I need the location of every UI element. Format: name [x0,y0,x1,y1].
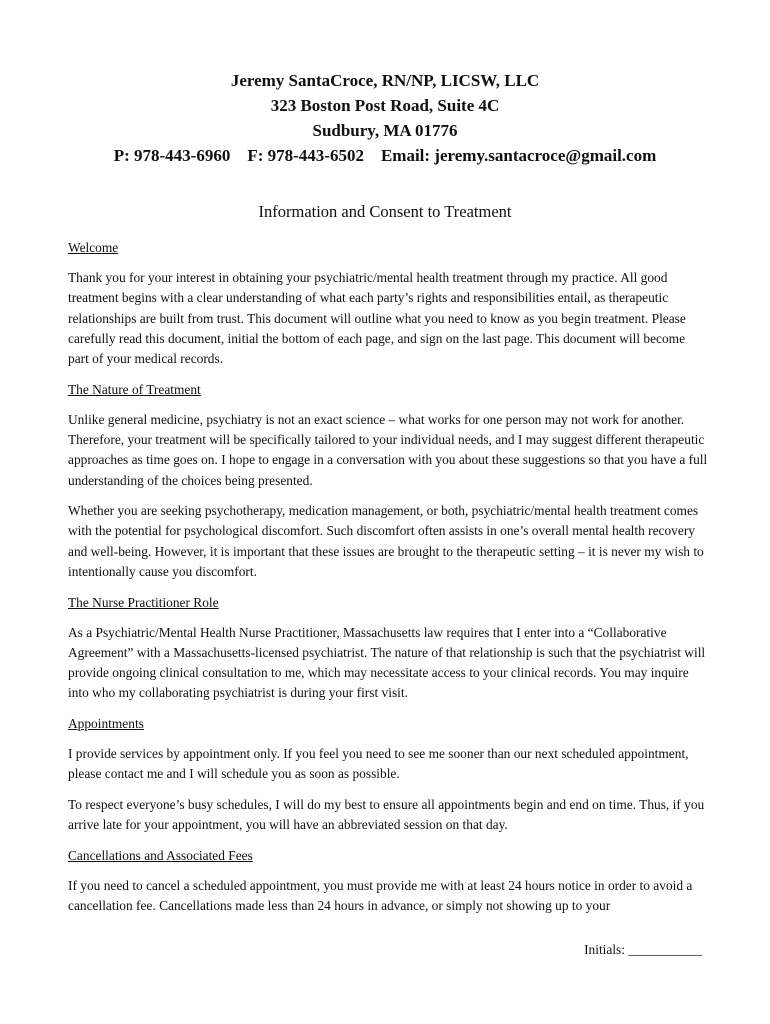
document-body [68,238,708,927]
section-heading: Welcome [68,240,119,255]
section-welcome [68,238,708,369]
initials-line: Initials: ___________ [584,942,702,957]
section-heading: Appointments [68,716,144,732]
paragraph: Whether you are seeking psychotherapy, medication management, or both, psychiatric/mental health treatment comes with the potential for psychological discomfort. Such discomfort often assists in one’s overall mental health recovery and well-being. However, it is important that these issues are brought to the therapeutic setting – it is never my wish to intentionally cause you discomfort. [68,503,704,579]
paragraph: If you need to cancel a scheduled appointment, you must provide me with at least 24 hours notice in order to avoid a cancellation fee. Cancellations made less than 24 hours in advance, or simply not showing up to your [68,878,693,914]
section-cancellations [68,846,708,917]
paragraph: As a Psychiatric/Mental Health Nurse Practitioner, Massachusetts law requires that I enter into a “Collaborative Agreement” with a Massachusetts-licensed psychiatrist. The nature of that relationship is such that the psychiatrist will provide ongoing clinical consultation to me, which may necessitate access to your clinical records. You may inquire into who my collaborating psychiatrist is during your first visit. [68,624,706,701]
practice-name: Jeremy SantaCroce, RN/NP, LICSW, LLC [230,71,540,90]
section-heading: Cancellations and Associated Fees [68,848,253,864]
address-line-2: Sudbury, MA 01776 [312,121,458,140]
paragraph: To respect everyone’s busy schedules, I will do my best to ensure all appointments begin and end on time. Thus, if you arrive late for your appointment, you will have an abbreviated session on that day. [68,797,705,833]
paragraph: Unlike general medicine, psychiatry is not an exact science – what works for one person may not work for another. Therefore, your treatment will be specifically tailored to your individual needs, and I may suggest different therapeutic approaches as time goes on. I hope to engage in a conversation with you about these suggestions so that you have a full understanding of the choices being presented. [68,411,708,488]
section-nurse-practitioner-role [68,593,708,704]
section-nature-of-treatment [68,380,708,582]
paragraph: I provide services by appointment only. If you feel you need to see me sooner than our next scheduled appointment, please contact me and I will schedule you as soon as possible. [68,746,689,782]
section-heading: The Nature of Treatment [68,381,201,397]
section-appointments [68,714,708,836]
letterhead [0,68,770,168]
section-heading: The Nurse Practitioner Role [68,594,219,610]
document-title: Information and Consent to Treatment [258,202,512,221]
contact-line: P: 978-443-6960 F: 978-443-6502 Email: jeremy.santacroce@gmail.com [113,146,657,165]
address-line-1: 323 Boston Post Road, Suite 4C [270,96,500,115]
paragraph: Thank you for your interest in obtaining your psychiatric/mental health treatment through my practice. All good treatment begins with a clear understanding of what each party’s rights and responsibilities entail, as therapeutic relationships are built from trust. This document will outline what you need to know as you begin treatment. Please carefully read this document, initial the bottom of each page, and sign on the last page. This document will become part of your medical records. [68,270,686,367]
